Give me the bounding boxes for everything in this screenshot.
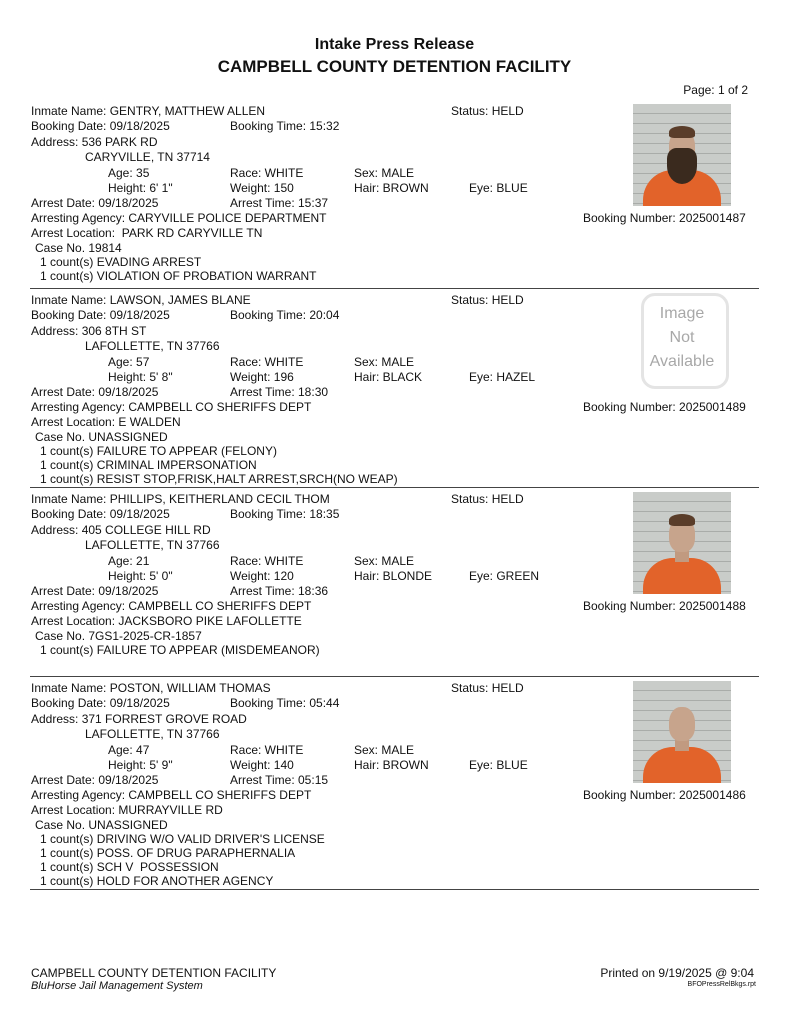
eye: Eye: GREEN	[469, 569, 540, 583]
booking-time: Booking Time: 18:35	[230, 507, 340, 521]
mugshot-body	[643, 747, 721, 783]
inmate-name: Inmate Name: GENTRY, MATTHEW ALLEN	[31, 104, 266, 118]
race: Race: WHITE	[230, 554, 304, 568]
eye: Eye: BLUE	[469, 758, 528, 772]
charge-item: 1 count(s) DRIVING W/O VALID DRIVER'S LICENSE	[40, 832, 325, 846]
arrest-date: Arrest Date: 09/18/2025	[31, 385, 159, 399]
address-city: LAFOLLETTE, TN 37766	[85, 339, 220, 353]
booking-number: Booking Number: 2025001487	[583, 211, 746, 225]
mugshot-hair	[669, 514, 695, 526]
arrest-date: Arrest Date: 09/18/2025	[31, 773, 159, 787]
booking-time: Booking Time: 15:32	[230, 119, 340, 133]
age: Age: 35	[108, 166, 150, 180]
status: Status: HELD	[451, 681, 524, 695]
case-number: Case No. UNASSIGNED	[35, 430, 168, 444]
booking-time: Booking Time: 20:04	[230, 308, 340, 322]
age: Age: 21	[108, 554, 150, 568]
race: Race: WHITE	[230, 743, 304, 757]
mugshot-photo	[633, 681, 731, 783]
address-city: CARYVILLE, TN 37714	[85, 150, 210, 164]
mugshot-beard	[667, 148, 697, 184]
hair: Hair: BLACK	[354, 370, 423, 384]
footer-system: BluHorse Jail Management System	[31, 980, 203, 992]
record-divider	[30, 676, 759, 677]
record-divider	[30, 889, 759, 890]
arrest-date: Arrest Date: 09/18/2025	[31, 584, 159, 598]
height: Height: 5' 0"	[108, 569, 173, 583]
charge-item: 1 count(s) FAILURE TO APPEAR (MISDEMEANOR)	[40, 643, 320, 657]
booking-date: Booking Date: 09/18/2025	[31, 507, 170, 521]
sex: Sex: MALE	[354, 166, 415, 180]
arrest-time: Arrest Time: 18:36	[230, 584, 329, 598]
arresting-agency: Arresting Agency: CAMPBELL CO SHERIFFS DEPT	[31, 788, 312, 802]
arresting-agency: Arresting Agency: CAMPBELL CO SHERIFFS DEPT	[31, 400, 312, 414]
case-number: Case No. 7GS1-2025-CR-1857	[35, 629, 202, 643]
arrest-time: Arrest Time: 05:15	[230, 773, 329, 787]
charge-item: 1 count(s) CRIMINAL IMPERSONATION	[40, 458, 257, 472]
booking-date: Booking Date: 09/18/2025	[31, 696, 170, 710]
height: Height: 5' 9"	[108, 758, 173, 772]
eye: Eye: BLUE	[469, 181, 528, 195]
weight: Weight: 150	[230, 181, 294, 195]
inmate-name: Inmate Name: POSTON, WILLIAM THOMAS	[31, 681, 271, 695]
mugshot-hair	[669, 126, 695, 138]
footer-report-file: BFOPressRelBkgs.rpt	[687, 981, 756, 988]
arrest-location: Arrest Location: PARK RD CARYVILLE TN	[31, 226, 263, 240]
report-title: Intake Press Release	[314, 36, 475, 53]
booking-date: Booking Date: 09/18/2025	[31, 119, 170, 133]
booking-number: Booking Number: 2025001488	[583, 599, 746, 613]
eye: Eye: HAZEL	[469, 370, 536, 384]
age: Age: 57	[108, 355, 150, 369]
sex: Sex: MALE	[354, 554, 415, 568]
arrest-location: Arrest Location: E WALDEN	[31, 415, 181, 429]
height: Height: 6' 1"	[108, 181, 173, 195]
height: Height: 5' 8"	[108, 370, 173, 384]
charge-item: 1 count(s) FAILURE TO APPEAR (FELONY)	[40, 444, 277, 458]
image-not-available-placeholder	[633, 289, 731, 391]
mugshot-head	[669, 707, 695, 741]
address-city: LAFOLLETTE, TN 37766	[85, 727, 220, 741]
page-number: Page: 1 of 2	[683, 83, 748, 97]
address-city: LAFOLLETTE, TN 37766	[85, 538, 220, 552]
mugshot-photo	[633, 492, 731, 594]
inmate-name: Inmate Name: LAWSON, JAMES BLANE	[31, 293, 251, 307]
address-line: Address: 405 COLLEGE HILL RD	[31, 523, 211, 537]
sex: Sex: MALE	[354, 743, 415, 757]
address-line: Address: 306 8TH ST	[31, 324, 147, 338]
hair: Hair: BLONDE	[354, 569, 433, 583]
charge-item: 1 count(s) VIOLATION OF PROBATION WARRANT	[40, 269, 317, 283]
booking-time: Booking Time: 05:44	[230, 696, 340, 710]
status: Status: HELD	[451, 492, 524, 506]
arresting-agency: Arresting Agency: CAMPBELL CO SHERIFFS DEPT	[31, 599, 312, 613]
charge-item: 1 count(s) EVADING ARREST	[40, 255, 202, 269]
mugshot-photo	[633, 104, 731, 206]
inmate-name: Inmate Name: PHILLIPS, KEITHERLAND CECIL THOM	[31, 492, 330, 506]
status: Status: HELD	[451, 293, 524, 307]
record-divider	[30, 487, 759, 488]
footer-facility: CAMPBELL COUNTY DETENTION FACILITY	[31, 966, 277, 980]
placeholder-text: Not	[669, 329, 695, 346]
hair: Hair: BROWN	[354, 181, 429, 195]
mugshot-body	[643, 558, 721, 594]
charge-item: 1 count(s) POSS. OF DRUG PARAPHERNALIA	[40, 846, 296, 860]
case-number: Case No. UNASSIGNED	[35, 818, 168, 832]
arrest-date: Arrest Date: 09/18/2025	[31, 196, 159, 210]
arresting-agency: Arresting Agency: CARYVILLE POLICE DEPARTMENT	[31, 211, 327, 225]
hair: Hair: BROWN	[354, 758, 429, 772]
charge-item: 1 count(s) SCH V POSSESSION	[40, 860, 219, 874]
weight: Weight: 196	[230, 370, 294, 384]
case-number: Case No. 19814	[35, 241, 122, 255]
race: Race: WHITE	[230, 166, 304, 180]
facility-title: CAMPBELL COUNTY DETENTION FACILITY	[217, 57, 572, 76]
charge-item: 1 count(s) HOLD FOR ANOTHER AGENCY	[40, 874, 274, 888]
arrest-location: Arrest Location: JACKSBORO PIKE LAFOLLETTE	[31, 614, 302, 628]
race: Race: WHITE	[230, 355, 304, 369]
weight: Weight: 120	[230, 569, 294, 583]
booking-date: Booking Date: 09/18/2025	[31, 308, 170, 322]
arrest-location: Arrest Location: MURRAYVILLE RD	[31, 803, 223, 817]
arrest-time: Arrest Time: 15:37	[230, 196, 329, 210]
booking-number: Booking Number: 2025001489	[583, 400, 746, 414]
age: Age: 47	[108, 743, 150, 757]
placeholder-text: Available	[649, 353, 715, 370]
weight: Weight: 140	[230, 758, 294, 772]
placeholder-text: Image	[659, 305, 705, 322]
arrest-time: Arrest Time: 18:30	[230, 385, 329, 399]
footer-printed: Printed on 9/19/2025 @ 9:04	[600, 966, 754, 980]
status: Status: HELD	[451, 104, 524, 118]
address-line: Address: 371 FORREST GROVE ROAD	[31, 712, 247, 726]
address-line: Address: 536 PARK RD	[31, 135, 158, 149]
charge-item: 1 count(s) RESIST STOP,FRISK,HALT ARREST,SRCH(NO WEAP)	[40, 472, 398, 486]
booking-number: Booking Number: 2025001486	[583, 788, 746, 802]
sex: Sex: MALE	[354, 355, 415, 369]
